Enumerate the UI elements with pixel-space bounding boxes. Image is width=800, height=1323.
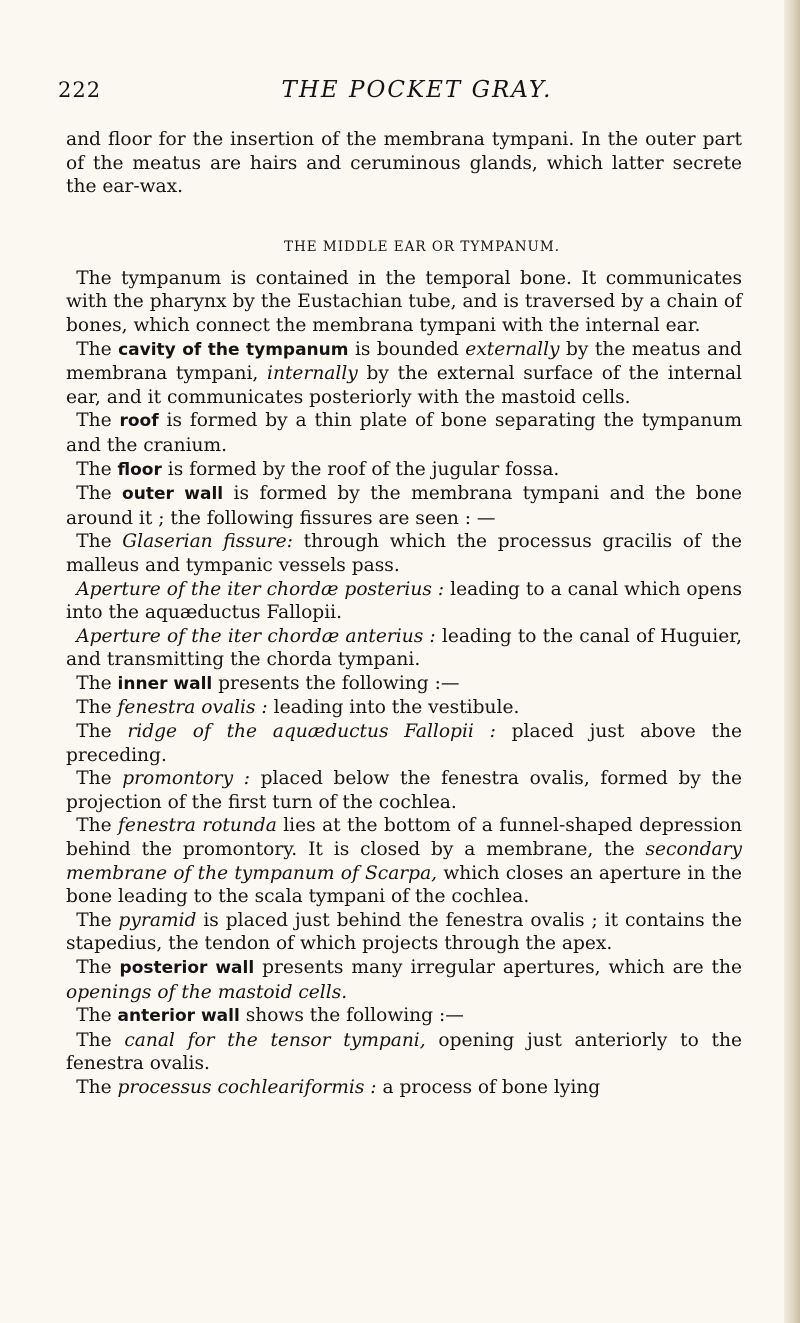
paragraph-inner-wall: The inner wall presents the following :—: [76, 672, 460, 694]
paragraph-posterior-wall: The posterior wall presents many irregular apertures, which are the openings of the mastoid cells.: [66, 957, 742, 1003]
term-outer-wall: outer wall: [122, 484, 224, 505]
term-cavity: cavity of the tympanum: [118, 339, 349, 360]
paragraph-fenestra-rotunda: The fenestra rotunda lies at the bottom of a funnel-shaped depression behind the promontory. It is closed by a membrane, the secondary membrane of the tympanum of Scarpa, which closes an aperture in the bone leading to the scala tympani of the cochlea.: [66, 815, 742, 908]
paragraph-ridge: The ridge of the aquæductus Fallopii : placed just above the preceding.: [66, 721, 742, 766]
paragraph-continued: and floor for the insertion of the membrana tympani. In the outer part of the meatus are hairs and ceruminous glands, which latter secrete the ear-wax.: [66, 129, 742, 198]
page-number: 222: [58, 78, 102, 102]
term-floor: floor: [117, 459, 162, 480]
paragraph-anterior-wall: The anterior wall shows the following :—: [76, 1005, 464, 1027]
page-edge-shadow: [784, 0, 800, 1323]
paragraph-processus: The processus cochleariformis : a process of bone lying: [76, 1076, 601, 1098]
term-posterior-wall: posterior wall: [119, 958, 255, 978]
term-anterior-wall: anterior wall: [117, 1006, 240, 1027]
paragraph-tensor-canal: The canal for the tensor tympani, opening just anteriorly to the fenestra ovalis.: [66, 1029, 742, 1075]
paragraph-glaserian-fissure: The Glaserian fissure: through which the processus gracilis of the malleus and tympanic vessels pass.: [66, 531, 742, 576]
paragraph-promontory: The promontory : placed below the fenestra ovalis, formed by the projection of the first turn of the cochlea.: [66, 768, 742, 813]
paragraph-iter-anterius: Aperture of the iter chordæ anterius : leading to the canal of Huguier, and transmitting the chorda tympani.: [66, 625, 742, 671]
book-title: THE POCKET GRAY.: [281, 77, 553, 103]
paragraph-floor: The floor is formed by the roof of the jugular fossa.: [76, 458, 560, 480]
paragraph-roof: The roof is formed by a thin plate of bone separating the tympanum and the cranium.: [66, 410, 742, 456]
paragraph-pyramid: The pyramid is placed just behind the fenestra ovalis ; it contains the stapedius, the tendon of which projects through the apex.: [66, 909, 742, 955]
term-inner-wall: inner wall: [117, 673, 213, 694]
paragraph-fenestra-ovalis: The fenestra ovalis : leading into the vestibule.: [76, 697, 520, 719]
body-text: [66, 128, 742, 1100]
term-roof: roof: [119, 411, 159, 432]
section-heading: THE MIDDLE EAR OR TYMPANUM.: [283, 238, 561, 255]
paragraph-cavity: The cavity of the tympanum is bounded externally by the meatus and membrana tympani, internally by the external surface of the internal ear, and it communicates posteriorly with the mastoid cells.: [66, 338, 742, 408]
running-head: [58, 78, 748, 110]
paragraph-outer-wall: The outer wall is formed by the membrana tympani and the bone around it ; the following fissures are seen : —: [66, 483, 742, 529]
paragraph-intro: The tympanum is contained in the temporal bone. It communicates with the pharynx by the Eustachian tube, and is traversed by a chain of bones, which connect the membrana tympani with the internal ear.: [66, 267, 742, 336]
paragraph-iter-posterius: Aperture of the iter chordæ posterius : leading to a canal which opens into the aquæductus Fallopii.: [66, 578, 742, 624]
